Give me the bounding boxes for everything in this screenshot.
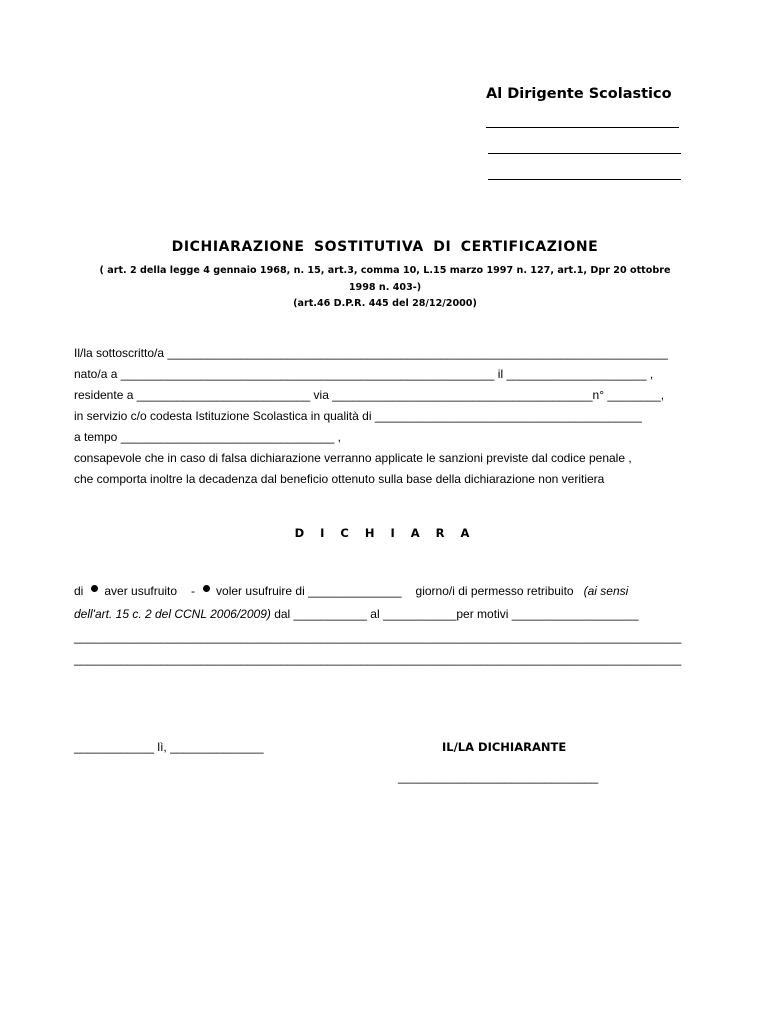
field-nato-a: nato/a a ________________________________________________________ il _____________________ , (74, 367, 654, 381)
field-residente: residente a __________________________ via _______________________________________n° ________, (74, 388, 665, 402)
consapevole-text: consapevole che in caso di falsa dichiarazione verranno applicate le sanzioni previste dal codice penale , (74, 451, 632, 465)
signature-label: IL/LA DICHIARANTE (442, 740, 567, 754)
place-date-field: ____________ lì, ______________ (74, 740, 264, 754)
blank-line-2: ___________________________________________________________________________________________ (74, 652, 682, 666)
declaration-period-line (74, 607, 639, 621)
declaration-options-line (74, 584, 628, 598)
field-tempo: a tempo ________________________________ , (74, 430, 341, 444)
bullet-icon (203, 585, 210, 592)
di-label: di (74, 584, 84, 598)
separator-dash: - (191, 584, 196, 598)
dichiara-heading: D I C H I A R A (294, 526, 476, 540)
addressee-title: Al Dirigente Scolastico (486, 86, 672, 102)
ai-sensi-text: (ai sensi (583, 584, 629, 598)
option-aver-usufruito: aver usufruito (104, 584, 178, 598)
addressee-line-1 (486, 127, 679, 128)
signature-line: ______________________________ (398, 770, 599, 784)
bullet-icon (91, 585, 98, 592)
addressee-line-2 (488, 153, 681, 154)
legal-reference-line-3: (art.46 D.P.R. 445 del 28/12/2000) (293, 298, 477, 309)
legal-reference-line-1: ( art. 2 della legge 4 gennaio 1968, n. 15, art.3, comma 10, L.15 marzo 1997 n. 127, art.1, Dpr 20 ottobre (99, 265, 671, 276)
ccnl-reference: dell'art. 15 c. 2 del CCNL 2006/2009) (74, 607, 271, 621)
document-title: DICHIARAZIONE SOSTITUTIVA DI CERTIFICAZIONE (171, 239, 599, 255)
blank-line-1: ___________________________________________________________________________________________ (74, 630, 682, 644)
legal-reference-line-2: 1998 n. 403-) (348, 282, 422, 293)
option-voler-usufruire: voler usufruire di ______________ (216, 584, 402, 598)
dal-al-field: dal ___________ al ___________per motivi ___________________ (274, 607, 639, 621)
field-sottoscritto: Il/la sottoscritto/a ___________________________________________________________________________ (74, 346, 668, 360)
decadenza-text: che comporta inoltre la decadenza dal beneficio ottenuto sulla base della dichiarazione non veritiera (74, 472, 605, 486)
addressee-line-3 (488, 179, 681, 180)
permesso-text: giorno/i di permesso retribuito (415, 584, 574, 598)
field-servizio: in servizio c/o codesta Istituzione Scolastica in qualità di ________________________________________ (74, 409, 642, 423)
